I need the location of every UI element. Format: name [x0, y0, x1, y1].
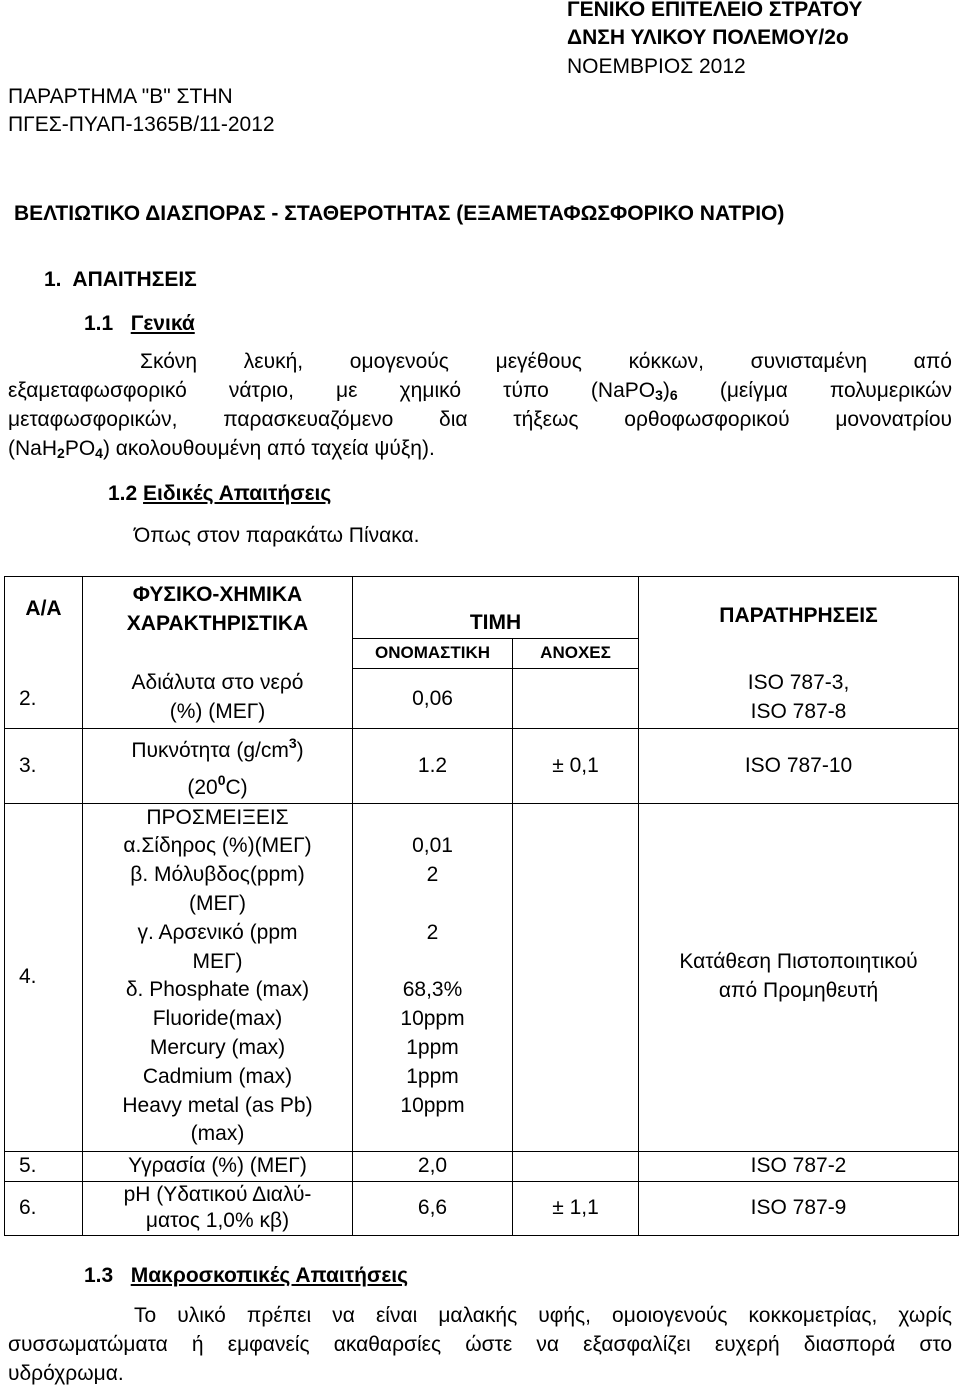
- header-value: ΤΙΜΗ: [353, 577, 639, 639]
- paragraph-line: Το υλικό πρέπει να είναι μαλακής υφής, ομοιογενούς κοκκομετρίας, χωρίς: [134, 1304, 952, 1327]
- annex-reference: ΠΓΕΣ-ΠΥΑΠ-1365Β/11-2012: [8, 113, 275, 136]
- paragraph-line: μεταφωσφορικών, παρασκευαζόμενο δια τήξεως ορθοφωσφορικού μονονατρίου: [8, 408, 952, 431]
- paragraph-line: υδρόχρωμα.: [8, 1362, 124, 1385]
- subsection-title: Γενικά: [130, 312, 195, 335]
- header-tolerance: ΑΝΟΧΕΣ: [513, 639, 639, 669]
- text-fragment: ): [296, 739, 304, 762]
- row-remarks: ISO 787-10: [639, 729, 959, 804]
- row-number: 4.: [5, 803, 83, 1151]
- org-name-line2: ΔΝΣΗ ΥΛΙΚΟΥ ΠΟΛΕΜΟΥ/2ο: [567, 26, 849, 49]
- row-remarks: [639, 669, 959, 729]
- header-remarks: ΠΑΡΑΤΗΡΗΣΕΙΣ: [639, 577, 959, 669]
- header-aa: Α/Α: [5, 577, 83, 669]
- text-fragment: (μείγμα πολυμερικών: [677, 379, 952, 402]
- nominal-line: 2: [426, 863, 439, 887]
- nominal-lines: [353, 804, 512, 1150]
- row-characteristic: [83, 1181, 353, 1235]
- characteristic-line: Mercury (max): [149, 1035, 286, 1059]
- paragraph-line: [8, 377, 952, 406]
- row-nominal: [353, 803, 513, 1151]
- table-row: [5, 1181, 959, 1235]
- row-remarks: ISO 787-9: [639, 1181, 959, 1235]
- row-nominal: 0,06: [353, 669, 513, 729]
- superscript: 0: [217, 771, 226, 788]
- subsection-number: 1.3: [84, 1264, 114, 1287]
- paragraph-line: Σκόνη λευκή, ομογενούς μεγέθους κόκκων, συνισταμένη από: [140, 350, 952, 373]
- row-nominal: 1.2: [353, 729, 513, 804]
- specifications-table: [4, 576, 959, 1236]
- header-characteristics-line: ΧΑΡΑΚΤΗΡΙΣΤΙΚΑ: [126, 611, 309, 635]
- nominal-line: 68,3%: [402, 978, 463, 1002]
- remarks-line: ISO 787-3,: [747, 671, 850, 695]
- row-tolerance: ± 1,1: [513, 1181, 639, 1235]
- nominal-line: 1ppm: [406, 1064, 459, 1088]
- characteristic-line: γ. Αρσενικό (ppm: [137, 920, 298, 944]
- subsection-title: Μακροσκοπικές Απαιτήσεις: [130, 1264, 409, 1287]
- subsection-number: 1.2: [108, 482, 138, 505]
- text-fragment: ) ακολουθουμένη από ταχεία ψύξη).: [102, 437, 435, 460]
- nominal-line: [353, 804, 512, 833]
- characteristic-line: Fluoride(max): [152, 1007, 283, 1031]
- subsection-general-heading: [84, 310, 195, 337]
- document-title: ΒΕΛΤΙΩΤΙΚΟ ΔΙΑΣΠΟΡΑΣ - ΣΤΑΘΕΡΟΤΗΤΑΣ (ΕΞΑΜΕΤΑΦΩΣΦΟΡΙΚΟ ΝΑΤΡΙΟ): [14, 202, 785, 225]
- header-nominal: ΟΝΟΜΑΣΤΙΚΗ: [353, 639, 513, 669]
- subscript: 3: [655, 387, 663, 403]
- characteristic-line: (%) (ΜΕΓ): [169, 700, 266, 724]
- text-fragment: εξαμεταφωσφορικό νάτριο, με χημικό τύπο (NaPO: [8, 379, 656, 402]
- characteristic-line: ΜΕΓ): [192, 949, 243, 973]
- subscript: 6: [669, 387, 678, 403]
- nominal-line: 1ppm: [406, 1035, 459, 1059]
- table-row: [5, 669, 959, 729]
- subsection-title: Ειδικές Απαιτήσεις: [143, 482, 332, 505]
- nominal-line: 0,01: [412, 834, 453, 858]
- document-date: ΝΟΕΜΒΡΙΟΣ 2012: [567, 55, 746, 78]
- characteristic-line: ΠΡΟΣΜΕΙΞΕΙΣ: [146, 805, 289, 829]
- text-fragment: C): [225, 775, 248, 799]
- row-remarks: [639, 803, 959, 1151]
- org-name-line1: ΓΕΝΙΚΟ ΕΠΙΤΕΛΕΙΟ ΣΤΡΑΤΟΥ: [567, 0, 863, 21]
- nominal-line: [353, 890, 512, 919]
- row-nominal: 6,6: [353, 1181, 513, 1235]
- text-fragment: (NaH: [8, 437, 58, 460]
- characteristic-line: β. Μόλυβδος(ppm): [130, 863, 305, 887]
- subscript: 4: [95, 445, 103, 461]
- subsection-number: 1.1: [84, 312, 114, 335]
- subscript: 2: [57, 445, 65, 461]
- nominal-line: [353, 1120, 512, 1149]
- paragraph-line: [8, 435, 952, 464]
- row-number: 5.: [5, 1151, 83, 1181]
- header-characteristics: [83, 577, 353, 669]
- row-characteristic: [83, 729, 353, 804]
- characteristic-line: (max): [190, 1122, 245, 1146]
- superscript: 3: [288, 735, 297, 751]
- characteristic-lines: [83, 804, 352, 1150]
- macroscopic-paragraph: [8, 1302, 952, 1389]
- table-header-row: [5, 577, 959, 639]
- general-paragraph: [8, 348, 952, 464]
- row-remarks: ISO 787-2: [639, 1151, 959, 1181]
- row-number: 6.: [5, 1181, 83, 1235]
- subsection-special-heading: [108, 480, 331, 507]
- row-characteristic: Υγρασία (%) (ΜΕΓ): [83, 1151, 353, 1181]
- header-characteristics-line: ΦΥΣΙΚΟ-ΧΗΜΙΚΑ: [132, 583, 303, 606]
- characteristic-line: [83, 729, 352, 766]
- text-fragment: (20: [187, 775, 218, 799]
- row-nominal: 2,0: [353, 1151, 513, 1181]
- row-tolerance: ± 0,1: [513, 729, 639, 804]
- nominal-line: [353, 948, 512, 977]
- remarks-line: Κατάθεση Πιστοποιητικού: [679, 950, 918, 974]
- row-number: 3.: [5, 729, 83, 804]
- row-number: 2.: [5, 669, 83, 729]
- table-row: [5, 803, 959, 1151]
- row-tolerance: [513, 1151, 639, 1181]
- text-fragment: PO: [64, 437, 96, 460]
- subsection-macroscopic-heading: [84, 1262, 408, 1289]
- row-characteristic: [83, 669, 353, 729]
- remarks-line: από Προμηθευτή: [718, 979, 879, 1003]
- characteristic-line: [83, 766, 352, 803]
- text-fragment: ): [662, 379, 670, 402]
- characteristic-line: δ. Phosphate (max): [125, 978, 310, 1002]
- text-fragment: Πυκνότητα (g/cm: [131, 739, 289, 762]
- table-row: [5, 729, 959, 804]
- nominal-line: 10ppm: [400, 1007, 465, 1031]
- row-characteristic: [83, 803, 353, 1151]
- table-intro-note: Όπως στον παρακάτω Πίνακα.: [134, 524, 420, 547]
- characteristic-line: Heavy metal (as Pb): [122, 1093, 313, 1117]
- characteristic-line: Αδιάλυτα στο νερό: [131, 671, 304, 695]
- nominal-line: 10ppm: [400, 1093, 465, 1117]
- table-row: [5, 1151, 959, 1181]
- nominal-line: 2: [426, 920, 439, 944]
- paragraph-line: συσσωματώματα ή εμφανείς ακαθαρσίες ώστε να εξασφαλίζει ευχερή διασπορά στο: [8, 1333, 952, 1356]
- section-heading-requirements: 1. ΑΠΑΙΤΗΣΕΙΣ: [44, 268, 197, 291]
- characteristic-line: pH (Υδατικού Διαλύ-: [123, 1183, 312, 1207]
- row-tolerance: [513, 803, 639, 1151]
- characteristic-line: α.Σίδηρος (%)(ΜΕΓ): [123, 834, 312, 858]
- annex-label: ΠΑΡΑΡΤΗΜΑ "Β" ΣΤΗΝ: [8, 85, 233, 108]
- characteristic-line: ματος 1,0% κβ): [145, 1209, 290, 1233]
- characteristic-line: (ΜΕΓ): [188, 891, 247, 915]
- row-tolerance: [513, 669, 639, 729]
- characteristic-line: Cadmium (max): [142, 1064, 293, 1088]
- remarks-line: ISO 787-8: [750, 700, 847, 724]
